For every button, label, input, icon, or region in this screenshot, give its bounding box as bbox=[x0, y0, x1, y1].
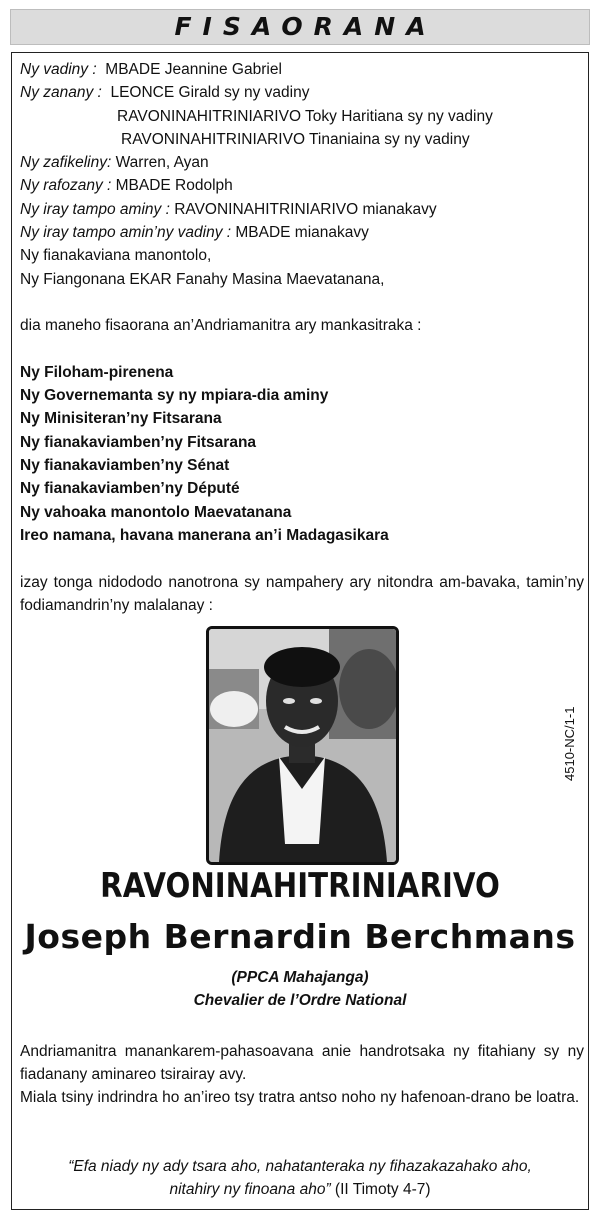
quote-text: nitahiry ny finoana aho” bbox=[169, 1181, 331, 1198]
family-value: MBADE mianakavy bbox=[231, 224, 369, 242]
family-line bbox=[20, 151, 586, 174]
family-value: RAVONINAHITRINIARIVO mianakavy bbox=[169, 200, 437, 218]
portrait-image bbox=[209, 629, 396, 862]
family-line bbox=[20, 198, 586, 221]
notice-body bbox=[20, 58, 586, 617]
family-value: Warren, Ayan bbox=[111, 154, 209, 172]
family-value: MBADE Jeannine Gabriel bbox=[96, 61, 282, 78]
deceased-surname: RAVONINAHITRINIARIVO bbox=[100, 866, 500, 906]
visit-text: izay tonga nidododo nanotrona sy nampahery ary nitondra am-bavaka, tamin’ny fodiamandrin’ny malalanay : bbox=[20, 573, 584, 614]
deceased-title-1: (PPCA Mahajanga) bbox=[231, 969, 369, 986]
family-value: LEONCE Girald sy ny vadiny bbox=[101, 84, 310, 102]
family-value: Ny fianakaviana manontolo, bbox=[20, 247, 212, 265]
thanks-item: Ireo namana, havana manerana an’i Madagasikara bbox=[20, 526, 389, 544]
closing-paragraph: Andriamanitra manankarem-pahasoavana anie handrotsaka ny fitahiany sy ny fiadanany aminareo tsirairay avy. bbox=[20, 1043, 584, 1083]
thanks-item: Ny fianakaviamben’ny Député bbox=[20, 480, 240, 498]
thanks-item: Ny Filoham-pirenena bbox=[20, 363, 174, 381]
family-label: Ny iray tampo amin’ny vadiny : bbox=[20, 224, 232, 242]
family-line bbox=[20, 268, 586, 291]
family-value: RAVONINAHITRINIARIVO Tinaniaina sy ny vadiny bbox=[121, 130, 470, 148]
family-value: MBADE Rodolph bbox=[111, 177, 233, 195]
deceased-title-2: Chevalier de l’Ordre National bbox=[193, 992, 407, 1009]
quote-text: “Efa niady ny ady tsara aho, nahatanteraka ny fihazakazahako aho, bbox=[68, 1158, 532, 1175]
family-label: Ny zafikeliny: bbox=[20, 154, 112, 172]
header-banner bbox=[10, 9, 590, 45]
family-value: Ny Fiangonana EKAR Fanahy Masina Maevatanana, bbox=[20, 270, 385, 288]
thanks-item: Ny Governemanta sy ny mpiara-dia aminy bbox=[20, 387, 329, 405]
deceased-given-names: Joseph Bernardin Berchmans bbox=[24, 917, 576, 956]
family-value: RAVONINAHITRINIARIVO Toky Haritiana sy ny vadiny bbox=[117, 107, 493, 125]
thanks-item: Ny fianakaviamben’ny Fitsarana bbox=[20, 433, 257, 451]
family-label: Ny zanany : bbox=[20, 84, 102, 102]
quote-reference: (II Timoty 4-7) bbox=[330, 1181, 431, 1198]
family-line bbox=[20, 128, 586, 151]
portrait-photo bbox=[206, 626, 399, 865]
intro-text: dia maneho fisaorana an’Andriamanitra ary mankasitraka : bbox=[20, 317, 422, 335]
closing-paragraph: Miala tsiny indrindra ho an’ireo tsy tratra antso noho ny hafenoan-drano be loatra. bbox=[20, 1089, 580, 1106]
reference-code: 4510-NC/1-1 bbox=[562, 706, 577, 781]
family-line bbox=[20, 244, 586, 267]
thanks-item: Ny fianakaviamben’ny Sénat bbox=[20, 457, 230, 475]
family-line bbox=[20, 105, 586, 128]
quote-line bbox=[0, 1178, 600, 1201]
family-line bbox=[20, 174, 586, 197]
family-label: Ny iray tampo aminy : bbox=[20, 200, 170, 218]
family-label: Ny rafozany : bbox=[20, 177, 112, 195]
thanks-item: Ny vahoaka manontolo Maevatanana bbox=[20, 503, 292, 521]
family-label: Ny vadiny : bbox=[20, 61, 97, 78]
header-title: FISAORANA bbox=[174, 12, 437, 41]
thanks-item: Ny Minisiteran’ny Fitsarana bbox=[20, 410, 222, 428]
quote-line bbox=[0, 1155, 600, 1178]
family-line bbox=[20, 58, 586, 81]
family-line bbox=[20, 221, 586, 244]
family-line bbox=[20, 81, 586, 104]
